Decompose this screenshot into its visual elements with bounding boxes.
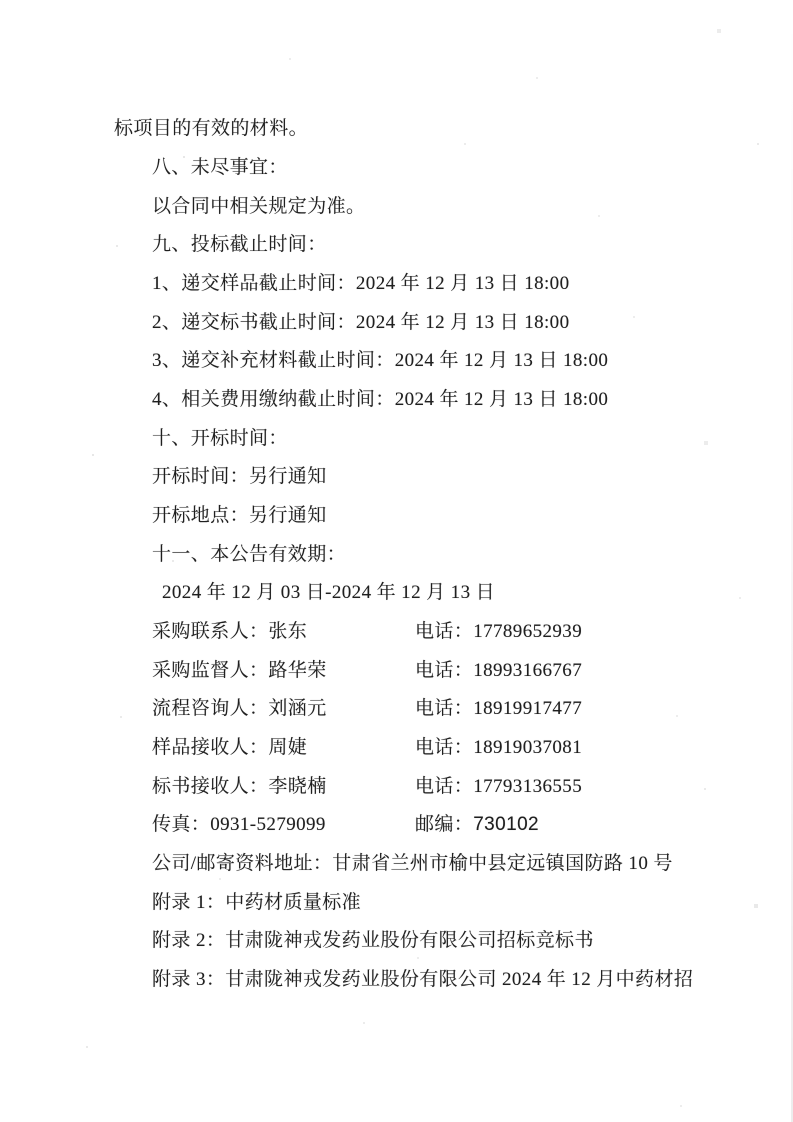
bid-opening-place-line: 开标地点：另行通知 [152,505,327,526]
bid-opening-time-line: 开标时间：另行通知 [152,466,327,487]
paragraph-line: 标项目的有效的材料。 [114,118,309,139]
contact-role-name: 样品接收人：周婕 [152,737,308,758]
fax-postcode-row [0,814,793,836]
contact-phone: 电话：18993166767 [415,660,583,681]
deadline-item-4: 4、相关费用缴纳截止时间：2024 年 12 月 13 日 18:00 [152,389,609,410]
contact-phone: 电话：17793136555 [415,776,583,797]
postcode [415,814,539,835]
postcode-label: 邮编： [415,814,474,835]
contact-role-name: 采购监督人：路华荣 [152,660,327,681]
contact-row [0,660,793,682]
contact-phone: 电话：18919037081 [415,737,583,758]
contact-row [0,698,793,720]
deadline-item-2: 2、递交标书截止时间：2024 年 12 月 13 日 18:00 [152,312,570,333]
appendix-1-line: 附录 1：中药材质量标准 [152,892,362,913]
contact-row [0,737,793,759]
contact-phone: 电话：17789652939 [415,621,583,642]
appendix-2-line: 附录 2：甘肃陇神戎发药业股份有限公司招标竞标书 [152,930,594,951]
deadline-item-3: 3、递交补充材料截止时间：2024 年 12 月 13 日 18:00 [152,350,609,371]
contact-role-name: 标书接收人：李晓楠 [152,776,327,797]
deadline-item-1: 1、递交样品截止时间：2024 年 12 月 13 日 18:00 [152,273,570,294]
contact-role-name: 采购联系人：张东 [152,621,308,642]
contact-row [0,621,793,643]
fax-number: 传真：0931-5279099 [152,814,326,835]
validity-period-line: 2024 年 12 月 03 日-2024 年 12 月 13 日 [162,582,496,603]
paragraph-line: 以合同中相关规定为准。 [152,196,366,217]
scan-noise [0,0,2,2]
contact-role-name: 流程咨询人：刘涵元 [152,698,327,719]
section-heading-10: 十、开标时间： [152,428,288,449]
mailing-address-line: 公司/邮寄资料地址：甘肃省兰州市榆中县定远镇国防路 10 号 [152,853,673,874]
section-heading-11: 十一、本公告有效期： [152,544,347,565]
section-heading-9: 九、投标截止时间： [152,234,327,255]
contact-row [0,776,793,798]
appendix-3-line: 附录 3：甘肃陇神戎发药业股份有限公司 2024 年 12 月中药材招 [152,969,694,990]
section-heading-8: 八、未尽事宜： [152,157,288,178]
postcode-value: 730102 [473,814,540,835]
contact-phone: 电话：18919917477 [415,698,583,719]
